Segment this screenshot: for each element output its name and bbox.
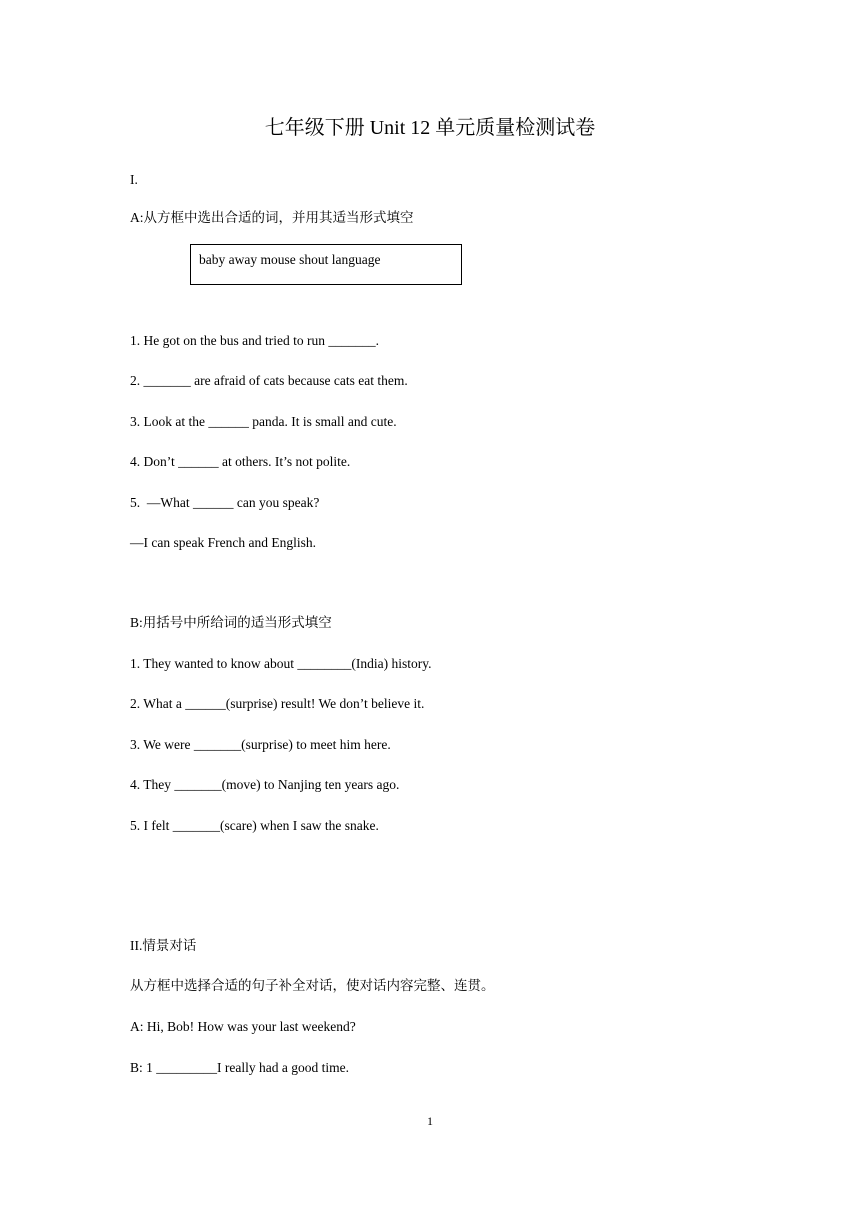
part-a-item-4: 4. Don’t ______ at others. It’s not polite.	[130, 454, 351, 469]
part-b-item-5: 5. I felt _______(scare) when I saw the snake.	[130, 818, 379, 833]
word-box-text: baby away mouse shout language	[199, 252, 381, 267]
part-b-instruction: B:用括号中所给词的适当形式填空	[130, 615, 332, 630]
section-heading-2: II.情景对话	[130, 938, 197, 953]
part-b-item-2: 2. What a ______(surprise) result! We don’t believe it.	[130, 696, 425, 711]
part-b-item-4: 4. They _______(move) to Nanjing ten years ago.	[130, 777, 400, 792]
section-heading-1: I.	[130, 172, 138, 187]
word-box	[190, 244, 462, 285]
part-a-instruction: A:从方框中选出合适的词，并用其适当形式填空	[130, 210, 414, 225]
dialogue-line-1: A: Hi, Bob! How was your last weekend?	[130, 1019, 356, 1034]
part-a-item-5: 5. —What ______ can you speak?	[130, 495, 320, 510]
part-a-item-1: 1. He got on the bus and tried to run _______.	[130, 333, 379, 348]
part-b-item-1: 1. They wanted to know about ________(India) history.	[130, 656, 432, 671]
part-b-item-3: 3. We were _______(surprise) to meet him here.	[130, 737, 391, 752]
part-a-item-2: 2. _______ are afraid of cats because cats eat them.	[130, 373, 408, 388]
part-a-item-3: 3. Look at the ______ panda. It is small and cute.	[130, 414, 397, 429]
page-title: 七年级下册 Unit 12 单元质量检测试卷	[264, 117, 596, 139]
part-a-item-5-answer: —I can speak French and English.	[130, 535, 316, 550]
section-2-instruction: 从方框中选择合适的句子补全对话，使对话内容完整、连贯。	[130, 978, 495, 993]
dialogue-line-2: B: 1 _________I really had a good time.	[130, 1060, 349, 1075]
page-number: 1	[427, 1114, 433, 1128]
